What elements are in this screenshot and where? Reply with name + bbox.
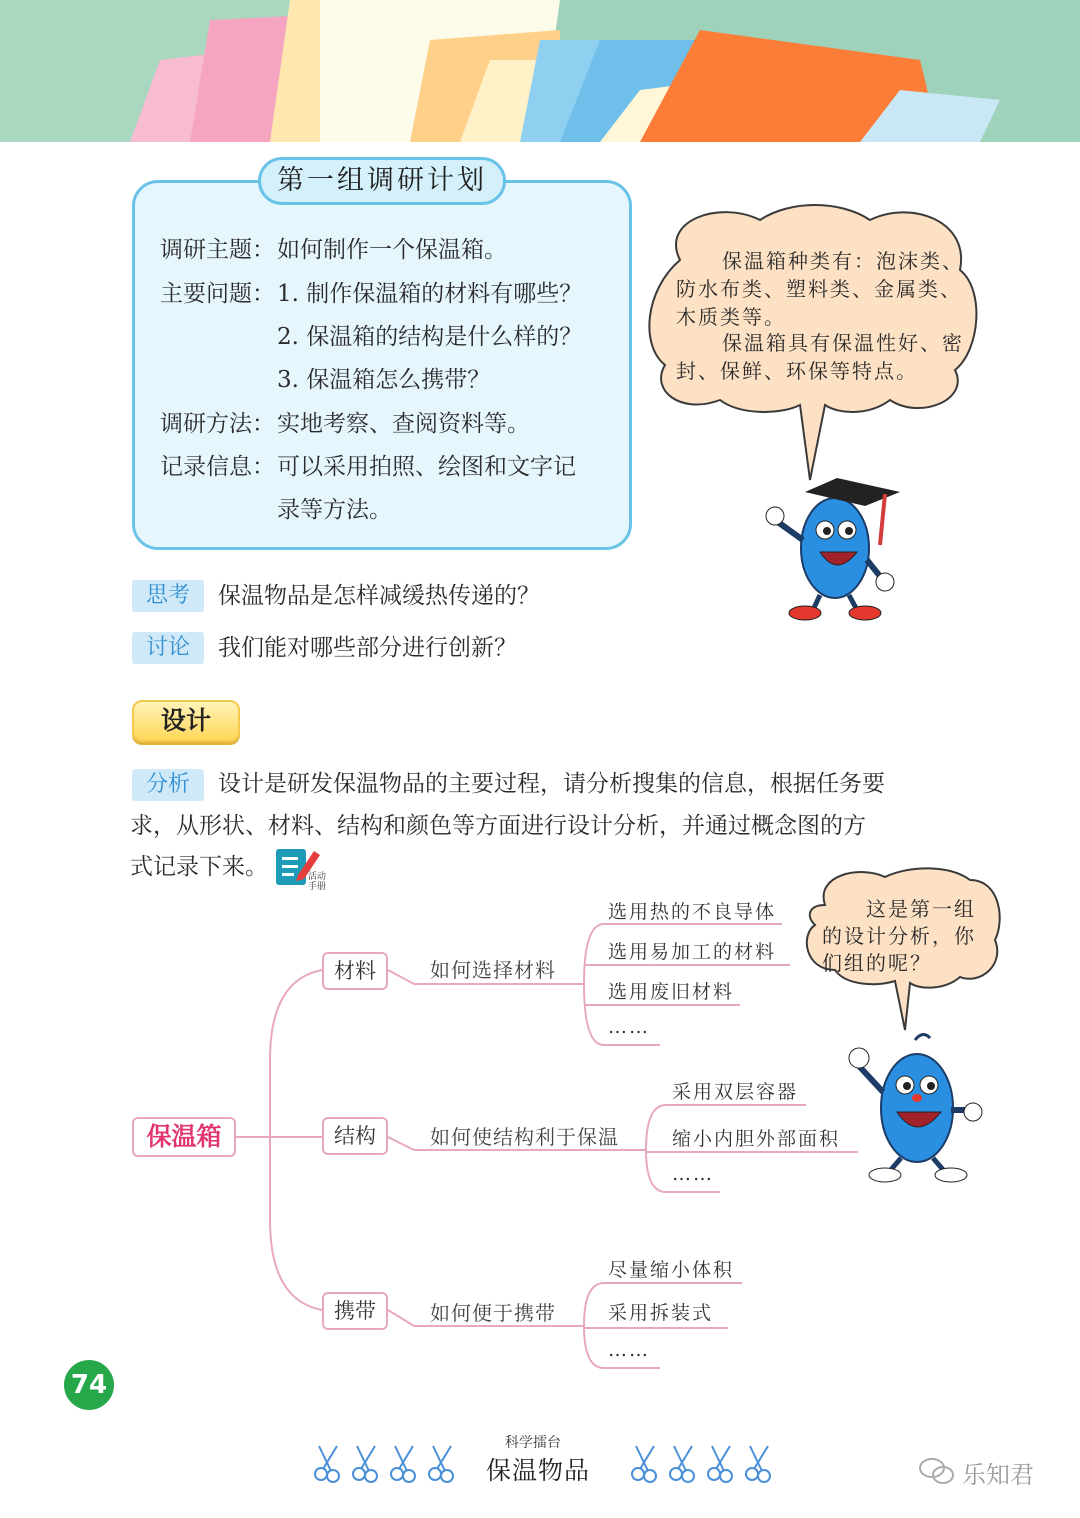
map-leaf-structure-3: …… bbox=[672, 1163, 714, 1185]
map-leaf-carry-1: 尽量缩小体积 bbox=[608, 1259, 735, 1281]
plan-record-line-1: 可以采用拍照、绘图和文字记 bbox=[277, 454, 576, 480]
plan-method: 实地考察、查阅资料等。 bbox=[277, 411, 530, 437]
map-leaf-material-4: …… bbox=[608, 1016, 650, 1038]
map-branch-material: 材料 bbox=[322, 952, 388, 990]
bubble2-line-3: 们组的呢？ bbox=[822, 951, 932, 975]
bubble1-line-5: 封、保鲜、环保等特点。 bbox=[676, 359, 918, 383]
think-tag: 思考 bbox=[132, 580, 204, 612]
plan-questions-label: 主要问题： bbox=[160, 281, 275, 307]
map-branch-carry: 携带 bbox=[322, 1292, 388, 1330]
map-branch-structure: 结构 bbox=[322, 1117, 388, 1155]
analysis-line-1: 设计是研发保温物品的主要过程，请分析搜集的信息，根据任务要 bbox=[218, 771, 885, 797]
map-leaf-structure-1: 采用双层容器 bbox=[672, 1081, 799, 1103]
map-leaf-material-3: 选用废旧材料 bbox=[608, 981, 735, 1003]
handbook-label-2: 手册 bbox=[308, 882, 327, 892]
map-leaf-carry-3: …… bbox=[608, 1339, 650, 1361]
bubble1-line-4: 保温箱具有保温性好、密 bbox=[722, 331, 964, 355]
bubble1-line-2: 防水布类、塑料类、金属类、 bbox=[676, 277, 962, 301]
handbook-label-1: 活动 bbox=[308, 872, 327, 882]
plan-topic-label: 调研主题： bbox=[160, 237, 275, 263]
map-root-node: 保温箱 bbox=[132, 1117, 236, 1157]
map-leaf-structure-2: 缩小内胆外部面积 bbox=[672, 1128, 841, 1150]
watermark-text: 乐知君 bbox=[962, 1461, 1034, 1489]
think-text: 保温物品是怎样减缓热传递的？ bbox=[218, 583, 540, 609]
map-leaf-material-1: 选用热的不良导体 bbox=[608, 901, 777, 923]
map-leaf-material-2: 选用易加工的材料 bbox=[608, 941, 777, 963]
bubble1-line-3: 木质类等。 bbox=[676, 305, 786, 329]
footer-unit-name: 保温物品 bbox=[486, 1456, 591, 1485]
wechat-icon bbox=[918, 1456, 956, 1486]
bubble2-line-1: 这是第一组 bbox=[866, 897, 976, 921]
discuss-text: 我们能对哪些部分进行创新？ bbox=[218, 635, 517, 661]
analysis-line-3: 式记录下来。 bbox=[130, 854, 268, 880]
scissors-decoration-right bbox=[622, 1438, 782, 1488]
analysis-line-2: 求，从形状、材料、结构和颜色等方面进行设计分析，并通过概念图的方 bbox=[130, 813, 866, 839]
mascot-pointing-illustration bbox=[845, 1030, 990, 1185]
plan-record-label: 记录信息： bbox=[160, 454, 275, 480]
plan-title: 第一组调研计划 bbox=[258, 157, 506, 205]
plan-method-label: 调研方法： bbox=[160, 411, 275, 437]
bubble2-line-2: 的设计分析，你 bbox=[822, 924, 976, 948]
map-question-material: 如何选择材料 bbox=[430, 958, 556, 982]
bubble1-line-1: 保温箱种类有：泡沫类、 bbox=[722, 249, 964, 273]
analysis-tag: 分析 bbox=[132, 769, 204, 801]
map-question-structure: 如何使结构利于保温 bbox=[430, 1125, 619, 1149]
footer-series-name: 科学擂台 bbox=[505, 1435, 561, 1451]
scissors-decoration-left bbox=[305, 1438, 465, 1488]
map-leaf-carry-2: 采用拆装式 bbox=[608, 1302, 714, 1324]
plan-question-3: 3. 保温箱怎么携带？ bbox=[277, 367, 491, 393]
discuss-tag: 讨论 bbox=[132, 632, 204, 664]
plan-question-2: 2. 保温箱的结构是什么样的？ bbox=[277, 324, 583, 350]
page-number-badge: 74 bbox=[64, 1360, 114, 1410]
plan-question-1: 1. 制作保温箱的材料有哪些？ bbox=[277, 281, 583, 307]
design-section-tag: 设计 bbox=[132, 700, 240, 742]
map-question-carry: 如何便于携带 bbox=[430, 1301, 556, 1325]
plan-topic: 如何制作一个保温箱。 bbox=[277, 237, 507, 263]
plan-record-line-2: 录等方法。 bbox=[277, 497, 392, 523]
